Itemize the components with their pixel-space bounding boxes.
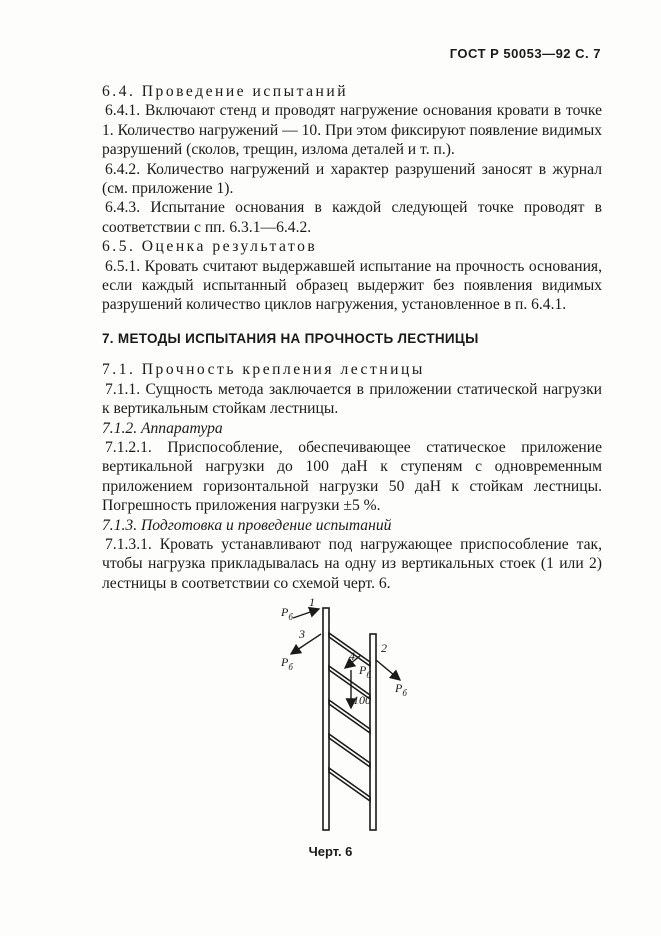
- label-p-3: $P_б$: [281, 655, 293, 672]
- label-p-1: $P_б$: [281, 605, 293, 622]
- label-2: 2: [381, 641, 387, 655]
- label-3: 3: [299, 627, 305, 641]
- label-1: 1: [309, 595, 315, 609]
- ladder-stile-right: [370, 634, 376, 830]
- ladder-diagram: [255, 588, 435, 838]
- force-arrow-1: [293, 609, 319, 618]
- paragraph-6-4-3: 6.4.3. Испытание основания в каждой следующей точке проводят в соответствии с пп. 6.3.1—6.4.2.: [102, 199, 602, 236]
- heading-6-5: 6.5. Оценка результатов: [102, 238, 318, 256]
- heading-6-4: 6.4. Проведение испытаний: [102, 83, 349, 100]
- paragraph-7-1-2-1: 7.1.2.1. Приспособление, обеспечивающее статическое приложение вертикальной нагрузки до 100 даН к ступеням с одновременным приложением горизонтальной нагрузки 50 даН к стойкам лестницы. Погрешность приложения нагрузки ±5 %.: [102, 438, 602, 515]
- force-arrow-2: [376, 660, 400, 680]
- label-p-2: $P_б$: [395, 681, 407, 698]
- body-text: [102, 82, 602, 593]
- section-7-title: 7. МЕТОДЫ ИСПЫТАНИЯ НА ПРОЧНОСТЬ ЛЕСТНИЦЫ: [102, 330, 479, 346]
- ladder-stile-left: [323, 608, 329, 830]
- paragraph-6-4-1: 6.4.1. Включают стенд и проводят нагружение основания кровати в точке 1. Количество нагружений — 10. При этом фиксируют появление видимых разрушений (сколов, трещин, излома деталей и т. п.).: [102, 102, 602, 159]
- figure-caption: Черт. 6: [308, 844, 353, 859]
- heading-7-1: 7.1. Прочность крепления лестницы: [102, 361, 425, 379]
- heading-7-1-2: 7.1.2. Аппаратура: [102, 419, 223, 437]
- paragraph-7-1-1: 7.1.1. Сущность метода заключается в приложении статической нагрузки к вертикальным стойкам лестницы.: [102, 380, 602, 418]
- page-header: ГОСТ Р 50053—92 С. 7: [449, 46, 601, 61]
- label-load: 100: [353, 693, 371, 707]
- paragraph-7-1-3-1: 7.1.3.1. Кровать устанавливают под нагружающее приспособление так, чтобы нагрузка прикладывалась на одну из вертикальных стоек (1 или 2) лестницы в соответствии со схемой черт. 6.: [102, 535, 602, 592]
- paragraph-6-5-1: 6.5.1. Кровать считают выдержавшей испытание на прочность основания, если каждый испытанный образец выдержит без появления видимых разрушений количество циклов нагружения, установленное в п. 6.4.1.: [102, 257, 602, 314]
- force-arrow-3: [291, 634, 321, 654]
- label-4: 4: [349, 649, 355, 663]
- label-p-4: $P_б$: [359, 663, 371, 680]
- paragraph-6-4-2: 6.4.2. Количество нагружений и характер разрушений заносят в журнал (см. приложение 1).: [102, 160, 602, 198]
- heading-7-1-3: 7.1.3. Подготовка и проведение испытаний: [102, 516, 392, 534]
